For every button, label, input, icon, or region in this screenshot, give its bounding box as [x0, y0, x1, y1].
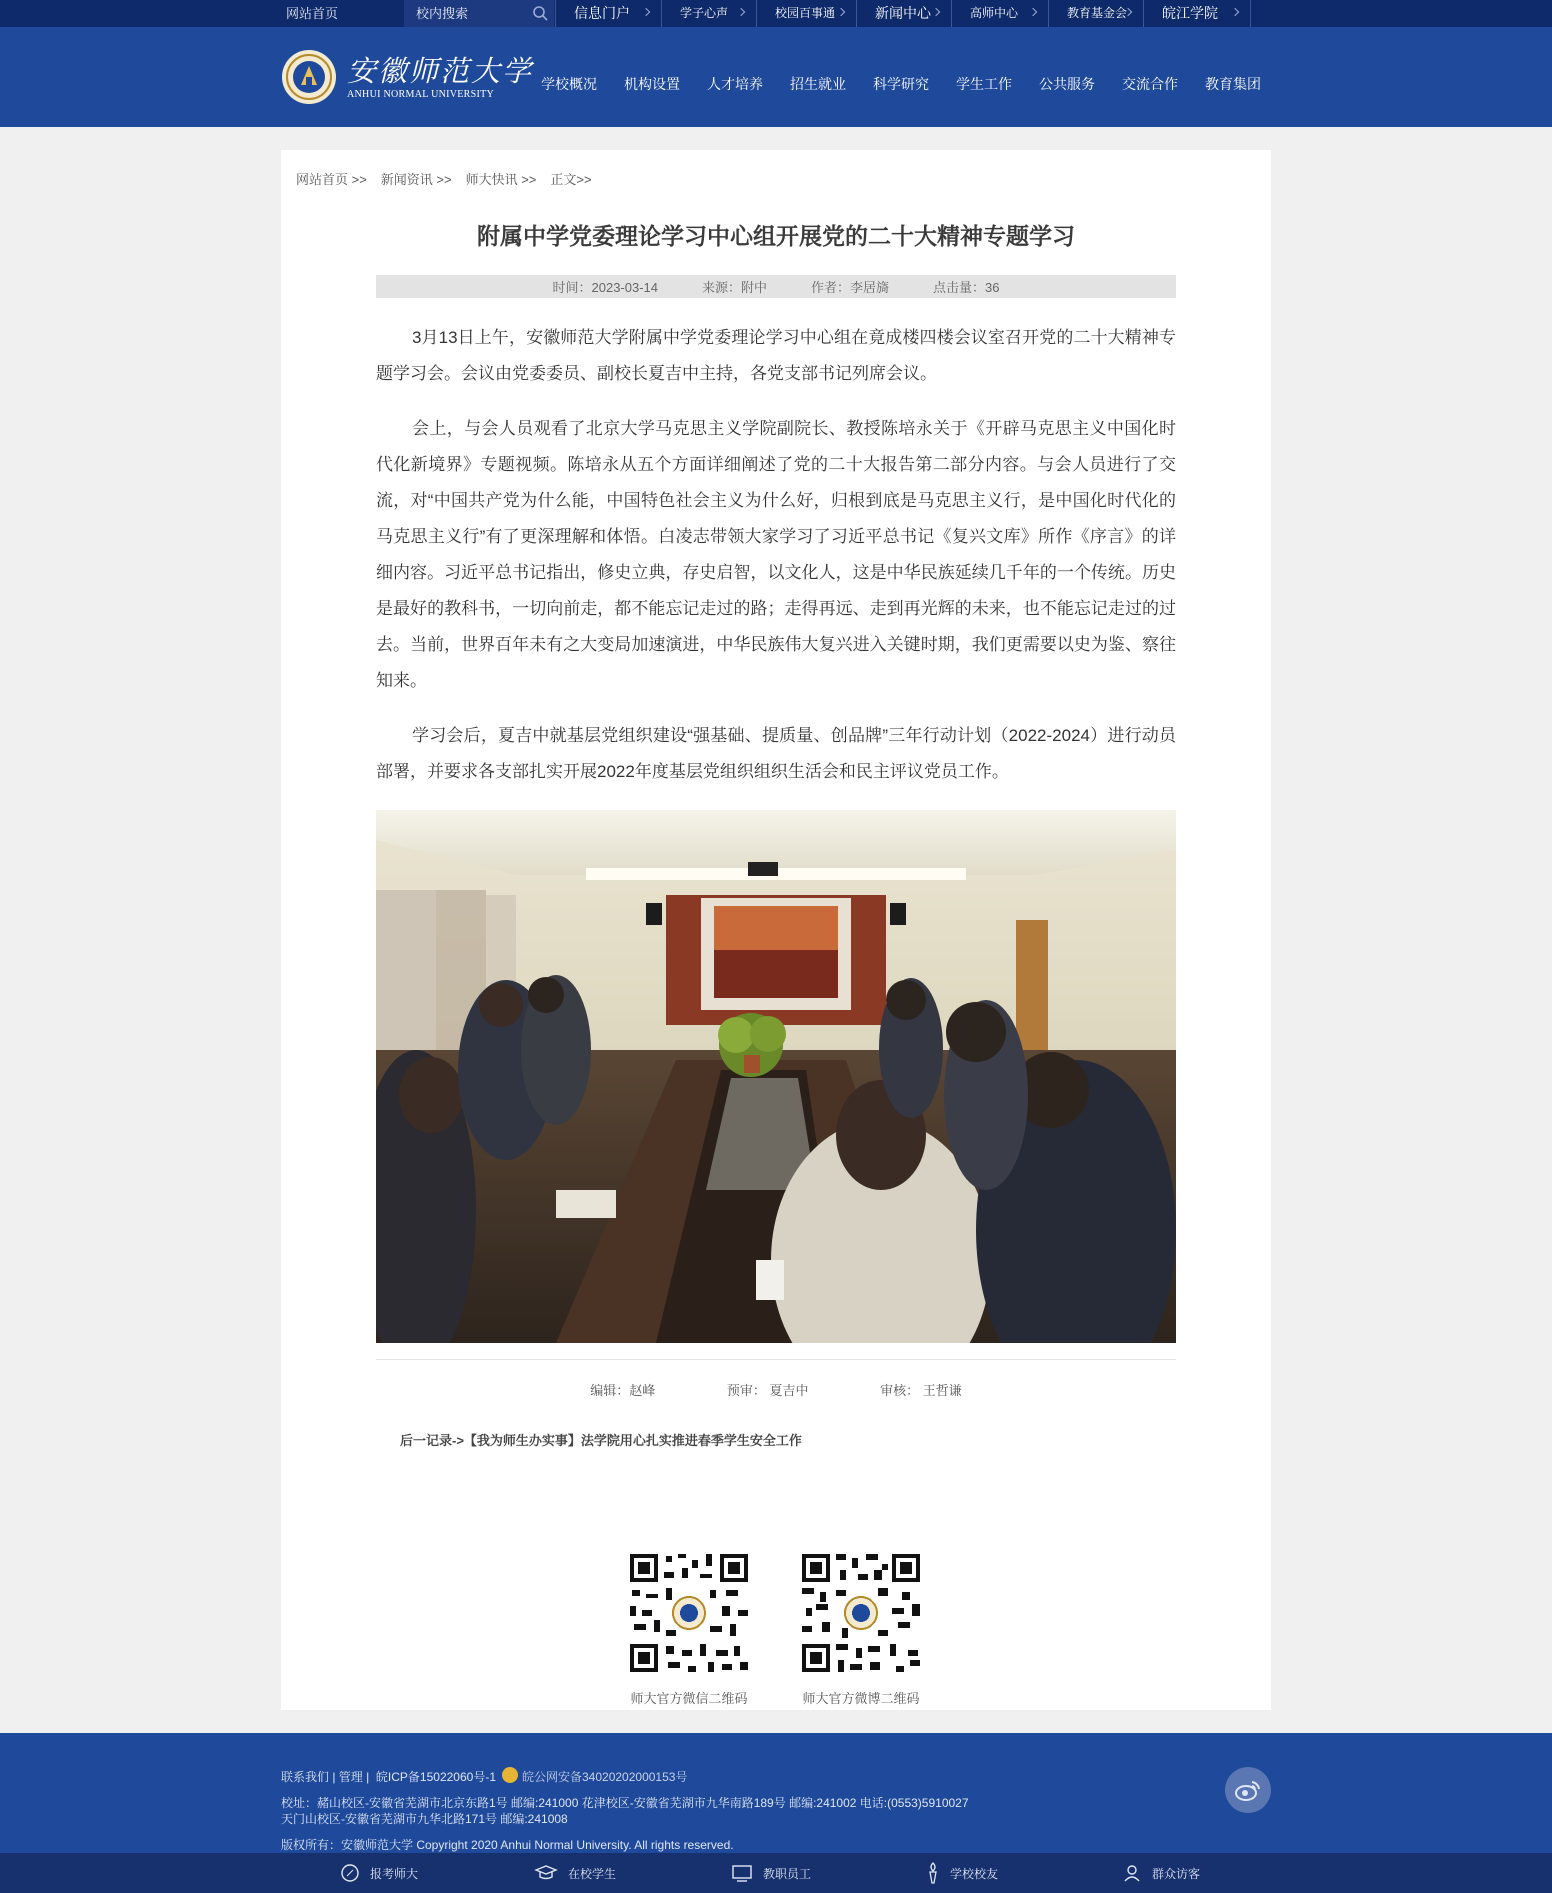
weibo-qr-label: 师大官方微博二维码: [802, 1691, 920, 1706]
article-paragraph: 3月13日上午，安徽师范大学附属中学党委理论学习中心组在竟成楼四楼会议室召开党的二十大精神专题学习会。会议由党委委员、副校长夏吉中主持，各党支部书记列席会议。: [376, 328, 1176, 383]
divider: [376, 1359, 1176, 1360]
address-line-1: 校址：赭山校区-安徽省芜湖市北京东路1号 邮编:241000 花津校区-安徽省芜湖市九华南路189号 邮编:241002 电话:(0553)5910027: [281, 1796, 969, 1810]
compass-icon: [340, 1863, 360, 1883]
nav-item-education-group[interactable]: 教育集团: [1205, 76, 1261, 92]
quick-link-label: 教职员工: [763, 1866, 812, 1881]
qr-codes: [626, 1550, 970, 1707]
editor-info: [281, 1380, 1271, 1399]
article-paragraph: 会上，与会人员观看了北京大学马克思主义学院副院长、教授陈培永关于《开辟马克思主义中国化时代化新境界》专题视频。陈培永从五个方面详细阐述了党的二十大报告第二部分内容。与会人员进行了交流，对“中国共产党为什么能，中国特色社会主义为什么好，归根到底是马克思主义行，是中国化时代化的马克思主义行”有了更深理解和体悟。白凌志带领大家学习了习近平总书记《复兴文库》所作《序言》的详细内容。习近平总书记指出，修史立典，存史启智，以文化人，这是中华民族延续几千年的一个传统。历史是最好的教科书，一切向前走，都不能忘记走过的路；走得再远、走到再光辉的未来，也不能忘记走过的过去。当前，世界百年未有之大变局加速演进，中华民族伟大复兴进入关键时期，我们更需要以史为鉴、察往知来。: [376, 419, 1176, 690]
logo-english-name: ANHUI NORMAL UNIVERSITY: [347, 89, 495, 100]
chevron-right-icon: [1231, 8, 1239, 16]
article-paragraph: 学习会后，夏吉中就基层党组织建设“强基础、提质量、创品牌”三年行动计划（2022-2024）进行动员部署，并要求各支部扎实开展2022年度基层党组织组织生活会和民主评议党员工作。: [376, 726, 1176, 781]
top-link-student-voice[interactable]: 学子心声: [661, 0, 756, 27]
nav-item-organization[interactable]: 机构设置: [624, 76, 680, 92]
chevron-right-icon: [837, 8, 845, 16]
top-link-info-portal[interactable]: 信息门户: [555, 0, 661, 27]
breadcrumb: [296, 169, 606, 188]
nav-item-admissions[interactable]: 招生就业: [790, 76, 846, 92]
wechat-qr: [626, 1550, 752, 1707]
article-container: [281, 150, 1271, 1710]
meeting-room-image: [376, 810, 1176, 1343]
address-line-2: 天门山校区-安徽省芜湖市九华北路171号 邮编:241008: [281, 1812, 568, 1826]
nav-item-cooperation[interactable]: 交流合作: [1122, 76, 1178, 92]
user-icon: [1122, 1863, 1142, 1883]
quick-link-label: 在校学生: [568, 1866, 617, 1881]
torch-icon: [926, 1861, 940, 1885]
search-input[interactable]: [416, 4, 526, 23]
university-logo[interactable]: [281, 49, 534, 111]
breadcrumb-home[interactable]: 网站首页 >>: [296, 172, 367, 187]
chevron-right-icon: [932, 8, 940, 16]
site-footer: [0, 1733, 1552, 1853]
top-link-higher-teacher-center[interactable]: 高师中心: [951, 0, 1048, 27]
click-count: 点击量：36: [933, 280, 1000, 295]
quick-link-visitors[interactable]: [1122, 1853, 1200, 1893]
next-record-prefix: 后一记录->: [400, 1433, 464, 1448]
breadcrumb-article[interactable]: 正文>>: [550, 172, 592, 187]
chevron-right-icon: [1029, 8, 1037, 16]
article-body: [376, 320, 1176, 809]
nav-item-student-affairs[interactable]: 学生工作: [956, 76, 1012, 92]
qr-code-icon: [798, 1550, 924, 1676]
article-source: 来源：附中: [702, 280, 768, 295]
gongan-record[interactable]: 皖公网安备34020202000153号: [522, 1770, 688, 1784]
weibo-button[interactable]: [1225, 1767, 1271, 1813]
footer-links: [281, 1768, 687, 1785]
quick-link-staff[interactable]: [731, 1853, 811, 1893]
top-home-link[interactable]: 网站首页: [286, 6, 339, 21]
article-title: 附属中学党委理论学习中心组开展党的二十大精神专题学习: [477, 223, 1075, 249]
chevron-right-icon: [642, 8, 650, 16]
nav-item-education[interactable]: 人才培养: [707, 76, 763, 92]
top-bar: [0, 0, 1552, 27]
nav-item-public-services[interactable]: 公共服务: [1039, 76, 1095, 92]
quick-link-alumni[interactable]: [926, 1853, 998, 1893]
logo-chinese-name: 安徽师范大学: [347, 54, 534, 88]
quick-link-label: 报考师大: [370, 1866, 419, 1881]
footer-copyright: 版权所有：安徽师范大学 Copyright 2020 Anhui Normal University. All rights reserved.: [281, 1838, 734, 1852]
wechat-qr-label: 师大官方微信二维码: [630, 1691, 748, 1706]
search-icon[interactable]: [532, 5, 549, 22]
top-links: [555, 0, 1251, 27]
seal-icon: [281, 49, 337, 105]
nav-item-research[interactable]: 科学研究: [873, 76, 929, 92]
footer-address: [281, 1795, 969, 1827]
reviewer-name: 审核： 王哲谦: [880, 1383, 962, 1398]
footer-contact-admin-links[interactable]: 联系我们 | 管理 |: [281, 1770, 370, 1784]
graduation-cap-icon: [534, 1863, 558, 1883]
site-header: [0, 27, 1552, 127]
editor-name: 编辑：赵峰: [590, 1383, 656, 1398]
top-link-wanjiang-college[interactable]: 皖江学院: [1143, 0, 1251, 27]
quick-link-label: 学校校友: [950, 1866, 999, 1881]
qr-code-icon: [626, 1550, 752, 1676]
article-meta: [376, 275, 1176, 298]
nav-item-about[interactable]: 学校概况: [541, 76, 597, 92]
top-link-news-center[interactable]: 新闻中心: [856, 0, 951, 27]
next-record-title[interactable]: 【我为师生办实事】法学院用心扎实推进春季学生安全工作: [463, 1433, 802, 1448]
pre-reviewer-name: 预审： 夏吉中: [726, 1383, 809, 1398]
breadcrumb-news[interactable]: 新闻资讯 >>: [380, 172, 452, 187]
quick-link-apply[interactable]: [340, 1853, 418, 1893]
breadcrumb-briefs[interactable]: 师大快讯 >>: [465, 172, 537, 187]
weibo-qr: [798, 1550, 924, 1707]
top-search: [404, 0, 554, 27]
chevron-right-icon: [737, 8, 745, 16]
top-link-education-foundation[interactable]: 教育基金会: [1048, 0, 1143, 27]
main-nav: [541, 74, 1288, 94]
quick-link-label: 群众访客: [1152, 1866, 1201, 1881]
police-badge-icon: [502, 1767, 518, 1783]
weibo-icon: [1225, 1767, 1271, 1813]
top-link-campus-guide[interactable]: 校园百事通: [756, 0, 856, 27]
bottom-quick-bar: [0, 1853, 1552, 1893]
article-author: 作者：李居旖: [811, 280, 890, 295]
next-record-link[interactable]: [400, 1430, 802, 1449]
publish-time: 时间：2023-03-14: [552, 280, 658, 295]
quick-link-students[interactable]: [534, 1853, 616, 1893]
monitor-icon: [731, 1863, 753, 1883]
icp-number[interactable]: 皖ICP备15022060号-1: [375, 1770, 496, 1784]
meeting-photo: [376, 810, 1176, 1343]
